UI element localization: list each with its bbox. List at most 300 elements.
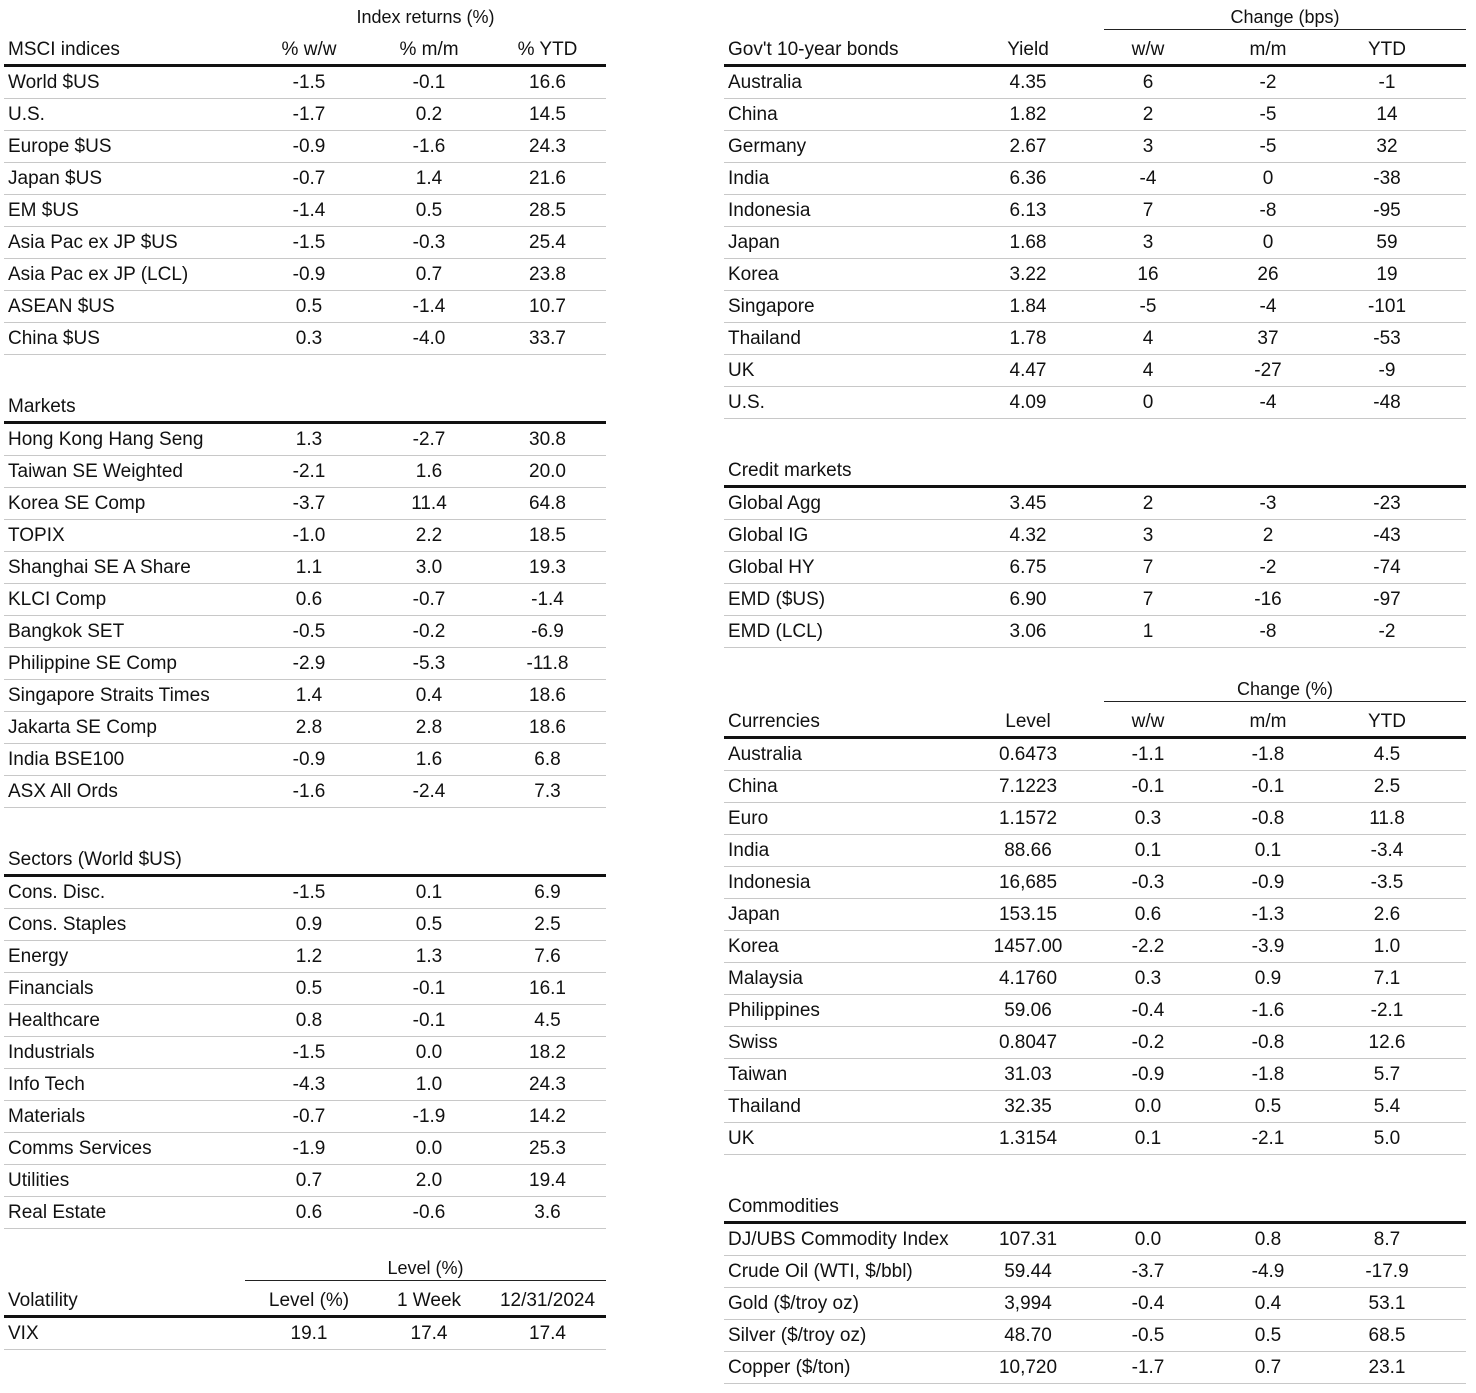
row-value: 4.5 — [534, 1009, 561, 1031]
row-value: 3 — [1142, 524, 1154, 546]
row-value: 0.8 — [295, 1009, 323, 1031]
row-value: 1.0 — [415, 1073, 443, 1095]
row-value: 2.5 — [1373, 775, 1401, 797]
row-label: Korea — [728, 263, 779, 285]
table-row — [724, 899, 1466, 931]
row-value: 0.7 — [295, 1169, 323, 1191]
row-value: -4 — [1259, 295, 1277, 317]
row-label: Materials — [8, 1105, 86, 1127]
row-value: 0.3 — [1134, 967, 1162, 989]
row-label: Cons. Disc. — [8, 881, 106, 903]
table-row — [724, 739, 1466, 771]
table-row — [724, 835, 1466, 867]
row-value: -1.4 — [292, 199, 326, 221]
column-header-label: Currencies — [728, 711, 820, 732]
row-value: 1.0 — [1373, 935, 1401, 957]
row-value: 1.2 — [295, 945, 323, 967]
row-value: 16.1 — [529, 977, 566, 999]
bonds-change-title: Change (bps) — [1230, 7, 1340, 27]
row-value: -1.8 — [1251, 1063, 1285, 1085]
credit-title: Credit markets — [728, 460, 852, 481]
row-value: 6.36 — [1009, 167, 1047, 189]
row-value: 2.67 — [1009, 135, 1047, 157]
bonds-header-row — [724, 30, 1466, 67]
row-value: 6.75 — [1009, 556, 1047, 578]
table-row — [4, 1165, 606, 1197]
table-row — [4, 712, 606, 744]
row-value: 11.4 — [411, 492, 447, 514]
table-row — [4, 776, 606, 808]
left-panel — [4, 6, 606, 1350]
row-value: 4 — [1142, 327, 1154, 349]
column-header-label: MSCI indices — [8, 39, 120, 60]
row-value: 3.22 — [1009, 263, 1047, 285]
currencies-header-row — [724, 702, 1466, 739]
bonds-group-header — [724, 6, 1466, 30]
row-value: -1.4 — [412, 295, 446, 317]
row-value: 6.13 — [1009, 199, 1047, 221]
row-value: 4.09 — [1009, 391, 1047, 413]
row-value: -1.5 — [292, 1041, 326, 1063]
row-value: 7.1223 — [998, 775, 1058, 797]
column-header: Level (%) — [268, 1290, 350, 1311]
row-value: 1.84 — [1009, 295, 1047, 317]
row-value: -74 — [1373, 556, 1401, 578]
row-value: 153.15 — [998, 903, 1058, 925]
table-row — [724, 291, 1466, 323]
row-value: -2 — [1259, 71, 1277, 93]
volatility-table — [4, 1281, 606, 1350]
table-row — [4, 456, 606, 488]
row-value: 0.1 — [415, 881, 443, 903]
column-header: % YTD — [517, 39, 578, 60]
row-value: 0.9 — [295, 913, 323, 935]
commodities-title: Commodities — [728, 1196, 839, 1217]
row-value: -1.6 — [1251, 999, 1285, 1021]
table-row — [724, 1320, 1466, 1352]
row-value: -0.7 — [292, 1105, 326, 1127]
row-value: 10,720 — [998, 1356, 1058, 1378]
row-value: 3,994 — [1004, 1292, 1052, 1314]
row-value: 2.0 — [415, 1169, 443, 1191]
table-row — [724, 520, 1466, 552]
row-value: -0.2 — [1131, 1031, 1165, 1053]
row-value: -0.5 — [292, 620, 326, 642]
row-value: 64.8 — [529, 492, 566, 514]
row-value: -0.1 — [412, 977, 446, 999]
table-row — [4, 131, 606, 163]
row-value: 18.6 — [529, 716, 566, 738]
row-value: -11.8 — [526, 652, 569, 674]
row-value: 4.35 — [1009, 71, 1047, 93]
row-value: 59 — [1376, 231, 1398, 253]
table-row — [4, 1133, 606, 1165]
row-value: 7.3 — [534, 780, 561, 802]
msci-table — [4, 30, 606, 355]
row-value: 6 — [1142, 71, 1154, 93]
row-label: Philippines — [728, 999, 820, 1021]
row-value: -1.7 — [292, 103, 326, 125]
row-value: 2 — [1142, 492, 1154, 514]
row-label: TOPIX — [8, 524, 65, 546]
row-value: 7.6 — [534, 945, 561, 967]
row-label: Australia — [728, 71, 802, 93]
row-label: Industrials — [8, 1041, 95, 1063]
row-value: 0.1 — [1134, 839, 1162, 861]
row-value: -1.9 — [292, 1137, 326, 1159]
row-value: 21.6 — [529, 167, 566, 189]
table-row — [724, 803, 1466, 835]
row-label: Info Tech — [8, 1073, 85, 1095]
row-value: 6.9 — [534, 881, 561, 903]
table-row — [724, 163, 1466, 195]
row-value: -0.4 — [1131, 999, 1165, 1021]
table-row — [724, 1256, 1466, 1288]
table-row — [4, 648, 606, 680]
row-value: 7 — [1142, 199, 1154, 221]
table-row — [724, 867, 1466, 899]
row-value: -16 — [1254, 588, 1282, 610]
column-header: % m/m — [399, 39, 459, 60]
row-label: China — [728, 775, 778, 797]
row-value: 3.0 — [415, 556, 443, 578]
row-value: 1.6 — [415, 748, 443, 770]
row-value: 0.1 — [1134, 1127, 1162, 1149]
table-row — [724, 616, 1466, 648]
row-value: 7.1 — [1373, 967, 1401, 989]
row-label: Crude Oil (WTI, $/bbl) — [728, 1260, 913, 1282]
row-value: 24.3 — [529, 135, 566, 157]
row-value: 3.06 — [1009, 620, 1047, 642]
row-value: 7 — [1142, 588, 1154, 610]
table-row — [724, 1123, 1466, 1155]
row-label: Korea — [728, 935, 779, 957]
row-label: Utilities — [8, 1169, 70, 1191]
row-value: -17.9 — [1365, 1260, 1409, 1282]
row-value: 3.6 — [534, 1201, 561, 1223]
table-row — [724, 995, 1466, 1027]
table-row — [4, 744, 606, 776]
currencies-group-line — [1104, 701, 1466, 702]
row-label: Jakarta SE Comp — [8, 716, 157, 738]
row-value: 5.7 — [1373, 1063, 1401, 1085]
row-value: -4 — [1259, 391, 1277, 413]
row-value: -9 — [1378, 359, 1396, 381]
row-value: -1.5 — [292, 231, 326, 253]
row-label: U.S. — [728, 391, 765, 413]
row-value: -2.1 — [292, 460, 326, 482]
table-row — [4, 520, 606, 552]
commodities-body — [724, 1224, 1466, 1384]
volatility-body — [4, 1318, 606, 1350]
row-value: 18.2 — [529, 1041, 566, 1063]
row-value: -5 — [1139, 295, 1157, 317]
row-value: -1.8 — [1251, 743, 1285, 765]
table-row — [4, 195, 606, 227]
row-value: 3 — [1142, 231, 1154, 253]
table-row — [724, 323, 1466, 355]
row-value: -0.8 — [1251, 807, 1285, 829]
row-value: 0 — [1142, 391, 1154, 413]
row-value: 0.8047 — [998, 1031, 1058, 1053]
row-value: 23.1 — [1368, 1356, 1406, 1378]
row-label: Real Estate — [8, 1201, 107, 1223]
row-value: -2.2 — [1131, 935, 1165, 957]
table-row — [4, 424, 606, 456]
row-value: 0.5 — [1254, 1095, 1282, 1117]
row-value: -2.1 — [1370, 999, 1404, 1021]
row-value: 0.0 — [1134, 1228, 1162, 1250]
table-row — [4, 227, 606, 259]
row-value: 37 — [1257, 327, 1279, 349]
row-label: Korea SE Comp — [8, 492, 146, 514]
row-value: 12.6 — [1368, 1031, 1406, 1053]
row-value: 0.4 — [1254, 1292, 1282, 1314]
row-value: -95 — [1373, 199, 1401, 221]
row-label: Financials — [8, 977, 94, 999]
row-label: China $US — [8, 327, 100, 349]
table-row — [724, 963, 1466, 995]
row-label: Global HY — [728, 556, 815, 578]
volatility-group-title: Level (%) — [387, 1258, 464, 1278]
row-label: Comms Services — [8, 1137, 152, 1159]
row-value: 28.5 — [529, 199, 566, 221]
column-header: m/m — [1249, 39, 1287, 60]
row-value: 3 — [1142, 135, 1154, 157]
msci-header-row — [4, 30, 606, 67]
column-header-label: Gov't 10-year bonds — [728, 39, 899, 60]
table-row — [4, 616, 606, 648]
row-value: -2.1 — [1251, 1127, 1285, 1149]
row-value: -0.1 — [412, 1009, 446, 1031]
credit-table — [724, 451, 1466, 648]
row-value: 0.6 — [295, 1201, 323, 1223]
table-row — [4, 877, 606, 909]
row-value: -1.1 — [1131, 743, 1165, 765]
volatility-group-line — [245, 1280, 606, 1281]
row-value: -2 — [1378, 620, 1396, 642]
row-label: Japan — [728, 903, 780, 925]
index-returns-title: Index returns (%) — [356, 7, 495, 27]
row-value: 1.82 — [1009, 103, 1047, 125]
row-value: 0.5 — [415, 199, 443, 221]
row-value: -0.9 — [292, 263, 326, 285]
row-value: 23.8 — [529, 263, 566, 285]
row-value: -0.7 — [292, 167, 326, 189]
row-value: 14.5 — [529, 103, 566, 125]
markets-title: Markets — [8, 396, 76, 417]
row-value: -3.7 — [292, 492, 326, 514]
row-value: 19 — [1376, 263, 1398, 285]
row-label: World $US — [8, 71, 100, 93]
row-value: 24.3 — [529, 1073, 566, 1095]
column-header: YTD — [1368, 711, 1406, 732]
row-value: 0.7 — [415, 263, 443, 285]
row-value: -0.1 — [412, 71, 446, 93]
table-row — [4, 1037, 606, 1069]
row-value: 11.8 — [1369, 807, 1405, 829]
row-value: 18.6 — [529, 684, 566, 706]
row-value: 14.2 — [529, 1105, 566, 1127]
table-row — [724, 771, 1466, 803]
row-label: Thailand — [728, 327, 801, 349]
table-row — [724, 584, 1466, 616]
row-value: 2.8 — [295, 716, 323, 738]
row-value: -0.3 — [1131, 871, 1165, 893]
table-row — [4, 163, 606, 195]
row-value: -0.9 — [1131, 1063, 1165, 1085]
row-label: Taiwan SE Weighted — [8, 460, 183, 482]
row-label: Silver ($/troy oz) — [728, 1324, 867, 1346]
row-value: -48 — [1373, 391, 1401, 413]
column-header: YTD — [1368, 39, 1406, 60]
row-label: Europe $US — [8, 135, 112, 157]
table-row — [4, 941, 606, 973]
row-value: -1.5 — [292, 881, 326, 903]
row-value: 2.5 — [534, 913, 561, 935]
currencies-group-header — [724, 678, 1466, 702]
bonds-table — [724, 30, 1466, 419]
bonds-body — [724, 67, 1466, 419]
row-value: -0.3 — [412, 231, 446, 253]
row-value: -2 — [1259, 556, 1277, 578]
row-value: 0.7 — [1254, 1356, 1282, 1378]
row-value: 4.5 — [1373, 743, 1401, 765]
row-value: 48.70 — [1004, 1324, 1052, 1346]
table-row — [4, 680, 606, 712]
table-row — [724, 355, 1466, 387]
row-value: 10.7 — [529, 295, 566, 317]
row-value: 19.4 — [529, 1169, 566, 1191]
row-value: -5 — [1259, 135, 1277, 157]
sectors-title: Sectors (World $US) — [8, 849, 182, 870]
table-row — [724, 131, 1466, 163]
row-value: 0 — [1262, 167, 1274, 189]
row-value: 2.6 — [1373, 903, 1401, 925]
row-value: 0.2 — [415, 103, 443, 125]
row-label: Germany — [728, 135, 807, 157]
row-value: -0.5 — [1131, 1324, 1165, 1346]
row-value: -97 — [1373, 588, 1401, 610]
table-row — [4, 67, 606, 99]
row-value: 0.3 — [295, 327, 323, 349]
row-value: -0.7 — [412, 588, 446, 610]
row-label: Asia Pac ex JP $US — [8, 231, 178, 253]
row-value: 1.68 — [1009, 231, 1047, 253]
row-value: -1.7 — [1131, 1356, 1165, 1378]
row-label: Singapore Straits Times — [8, 684, 210, 706]
row-value: 16,685 — [998, 871, 1058, 893]
row-value: 32.35 — [1004, 1095, 1052, 1117]
row-value: 1.78 — [1009, 327, 1047, 349]
row-value: -0.8 — [1251, 1031, 1285, 1053]
row-label: EMD ($US) — [728, 588, 826, 610]
markets-table — [4, 387, 606, 808]
table-row — [724, 1352, 1466, 1384]
row-label: India — [728, 839, 770, 861]
table-row — [4, 1069, 606, 1101]
row-value: 0.5 — [295, 977, 323, 999]
row-value: 0.3 — [1134, 807, 1162, 829]
row-value: 1.4 — [415, 167, 443, 189]
row-label: Cons. Staples — [8, 913, 127, 935]
row-value: -0.1 — [1251, 775, 1285, 797]
row-value: 1 — [1142, 620, 1154, 642]
row-value: 0.0 — [1134, 1095, 1162, 1117]
row-value: -8 — [1259, 620, 1277, 642]
row-value: -2.9 — [292, 652, 326, 674]
row-value: -3.5 — [1370, 871, 1404, 893]
row-value: 1.3154 — [998, 1127, 1058, 1149]
table-row — [4, 323, 606, 355]
table-row — [724, 1091, 1466, 1123]
row-value: -3 — [1259, 492, 1277, 514]
row-value: 1.1572 — [998, 807, 1058, 829]
row-value: 0.0 — [415, 1137, 443, 1159]
row-value: -0.9 — [292, 135, 326, 157]
row-label: UK — [728, 1127, 755, 1149]
row-label: Singapore — [728, 295, 815, 317]
row-label: EM $US — [8, 199, 79, 221]
markets-body — [4, 424, 606, 808]
column-header: % w/w — [281, 39, 337, 60]
commodities-table — [724, 1187, 1466, 1384]
row-value: -8 — [1259, 199, 1277, 221]
row-value: 0.4 — [415, 684, 443, 706]
table-row — [724, 488, 1466, 520]
row-value: -4.0 — [412, 327, 446, 349]
row-label: Gold ($/troy oz) — [728, 1292, 859, 1314]
table-row — [4, 1005, 606, 1037]
table-row — [4, 584, 606, 616]
row-label: Euro — [728, 807, 769, 829]
row-value: 1.3 — [295, 428, 323, 450]
row-value: 5.4 — [1373, 1095, 1401, 1117]
row-value: 0.9 — [1254, 967, 1282, 989]
sectors-table — [4, 840, 606, 1229]
row-value: 2 — [1142, 103, 1154, 125]
table-row — [4, 973, 606, 1005]
row-value: -4 — [1139, 167, 1157, 189]
row-value: -2.7 — [412, 428, 446, 450]
row-value: 59.44 — [1004, 1260, 1052, 1282]
row-label: Global Agg — [728, 492, 821, 514]
row-value: 0.5 — [415, 913, 443, 935]
row-value: 2 — [1262, 524, 1274, 546]
row-label: Australia — [728, 743, 802, 765]
table-row — [4, 1197, 606, 1229]
row-label: Asia Pac ex JP (LCL) — [8, 263, 189, 285]
row-label: Hong Kong Hang Seng — [8, 428, 204, 450]
table-row — [724, 259, 1466, 291]
row-label: Energy — [8, 945, 69, 967]
row-value: 30.8 — [529, 428, 566, 450]
index-returns-group-header — [4, 6, 606, 30]
row-label: China — [728, 103, 778, 125]
row-value: 19.1 — [290, 1322, 328, 1344]
row-label: U.S. — [8, 103, 45, 125]
row-value: 53.1 — [1368, 1292, 1406, 1314]
row-label: ASX All Ords — [8, 780, 118, 802]
row-value: 0.5 — [1254, 1324, 1282, 1346]
row-value: 0.6473 — [998, 743, 1058, 765]
row-value: -3.7 — [1131, 1260, 1165, 1282]
volatility-header-row — [4, 1281, 606, 1318]
row-value: 2.2 — [415, 524, 443, 546]
row-value: 107.31 — [998, 1228, 1058, 1250]
row-value: -0.9 — [292, 748, 326, 770]
row-value: 4.47 — [1009, 359, 1047, 381]
